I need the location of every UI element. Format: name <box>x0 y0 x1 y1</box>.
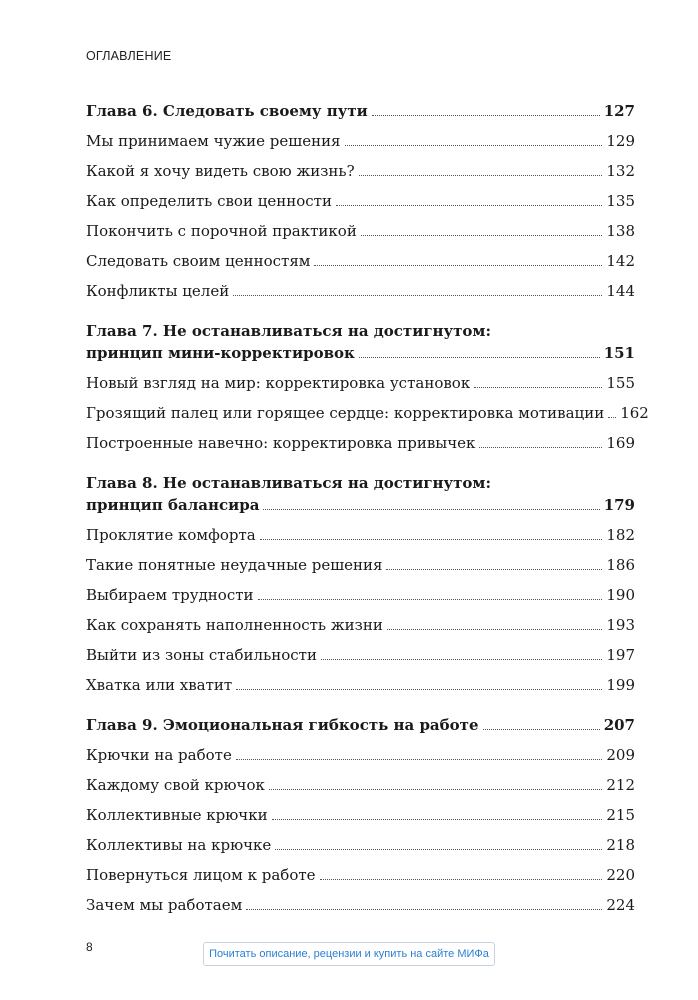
section-title: Крючки на работе <box>86 746 232 764</box>
section-entry[interactable] <box>86 212 635 242</box>
dot-leader <box>246 909 602 910</box>
section-title: Коллективные крючки <box>86 806 268 824</box>
section-entry[interactable] <box>86 546 635 576</box>
chapter-title: принцип мини-корректировок <box>86 344 355 362</box>
section-page: 155 <box>606 374 635 392</box>
section-title: Каждому свой крючок <box>86 776 265 794</box>
dot-leader <box>474 387 602 388</box>
section-entry[interactable] <box>86 636 635 666</box>
section-page: 224 <box>606 896 635 914</box>
section-title: Такие понятные неудачные решения <box>86 556 383 574</box>
section-page: 212 <box>606 776 635 794</box>
section-title: Покончить с порочной практикой <box>86 222 357 240</box>
chapter-title-line1: Глава 7. Не останавливаться на достигнутом: <box>86 322 491 340</box>
section-title: Следовать своим ценностям <box>86 252 311 270</box>
section-page: 218 <box>606 836 635 854</box>
section-page: 190 <box>606 586 635 604</box>
section-entry[interactable] <box>86 826 635 856</box>
section-entry[interactable] <box>86 272 635 302</box>
section-entry[interactable] <box>86 394 649 424</box>
chapter-title: принцип балансира <box>86 496 260 514</box>
section-page: 193 <box>606 616 635 634</box>
dot-leader <box>275 849 602 850</box>
section-entry[interactable] <box>86 666 635 696</box>
section-page: 162 <box>620 404 649 422</box>
dot-leader <box>236 759 603 760</box>
dot-leader <box>479 447 602 448</box>
promo-link[interactable]: Почитать описание, рецензии и купить на сайте МИФа <box>203 942 495 966</box>
section-title: Повернуться лицом к работе <box>86 866 316 884</box>
chapter-entry[interactable] <box>86 706 635 736</box>
section-entry[interactable] <box>86 152 635 182</box>
dot-leader <box>314 265 602 266</box>
chapter-9 <box>86 706 635 916</box>
dot-leader <box>320 879 603 880</box>
section-entry[interactable] <box>86 766 635 796</box>
dot-leader <box>359 175 603 176</box>
section-entry[interactable] <box>86 886 635 916</box>
section-title: Выйти из зоны стабильности <box>86 646 317 664</box>
chapter-title-line1: Глава 8. Не останавливаться на достигнутом: <box>86 474 491 492</box>
section-page: 199 <box>606 676 635 694</box>
section-page: 169 <box>606 434 635 452</box>
chapter-page: 151 <box>603 344 635 362</box>
dot-leader <box>263 509 599 510</box>
section-page: 186 <box>606 556 635 574</box>
dot-leader <box>359 357 600 358</box>
section-page: 215 <box>606 806 635 824</box>
section-page: 197 <box>606 646 635 664</box>
dot-leader <box>483 729 600 730</box>
section-entry[interactable] <box>86 856 635 886</box>
section-entry[interactable] <box>86 182 635 212</box>
section-title: Хватка или хватит <box>86 676 233 694</box>
section-page: 142 <box>606 252 635 270</box>
section-title: Конфликты целей <box>86 282 230 300</box>
section-title: Какой я хочу видеть свою жизнь? <box>86 162 355 180</box>
section-entry[interactable] <box>86 424 635 454</box>
section-title: Коллективы на крючке <box>86 836 272 854</box>
dot-leader <box>345 145 603 146</box>
dot-leader <box>321 659 602 660</box>
section-entry[interactable] <box>86 516 635 546</box>
section-title: Мы принимаем чужие решения <box>86 132 341 150</box>
dot-leader <box>608 417 616 418</box>
section-title: Новый взгляд на мир: корректировка установок <box>86 374 471 392</box>
dot-leader <box>272 819 603 820</box>
toc-header: ОГЛАВЛЕНИЕ <box>86 49 172 63</box>
dot-leader <box>372 115 600 116</box>
chapter-title: Глава 6. Следовать своему пути <box>86 102 368 120</box>
chapter-entry[interactable] <box>86 494 635 516</box>
chapter-page: 179 <box>603 496 635 514</box>
section-entry[interactable] <box>86 736 635 766</box>
chapter-7 <box>86 320 649 454</box>
section-page: 220 <box>606 866 635 884</box>
dot-leader <box>260 539 603 540</box>
page-number: 8 <box>86 940 93 954</box>
section-title: Построенные навечно: корректировка привычек <box>86 434 476 452</box>
section-page: 209 <box>606 746 635 764</box>
section-title: Как сохранять наполненность жизни <box>86 616 383 634</box>
section-title: Грозящий палец или горящее сердце: корректировка мотивации <box>86 404 605 422</box>
section-entry[interactable] <box>86 606 635 636</box>
chapter-title: Глава 9. Эмоциональная гибкость на работе <box>86 716 479 734</box>
section-entry[interactable] <box>86 364 635 394</box>
chapter-8 <box>86 472 635 696</box>
chapter-entry[interactable] <box>86 342 635 364</box>
section-title: Зачем мы работаем <box>86 896 243 914</box>
section-page: 182 <box>606 526 635 544</box>
dot-leader <box>269 789 602 790</box>
section-page: 132 <box>606 162 635 180</box>
section-entry[interactable] <box>86 796 635 826</box>
dot-leader <box>236 689 602 690</box>
section-title: Проклятие комфорта <box>86 526 256 544</box>
dot-leader <box>233 295 602 296</box>
section-entry[interactable] <box>86 122 635 152</box>
section-title: Как определить свои ценности <box>86 192 332 210</box>
section-page: 144 <box>606 282 635 300</box>
chapter-entry[interactable] <box>86 92 635 122</box>
section-page: 129 <box>606 132 635 150</box>
dot-leader <box>386 569 602 570</box>
section-title: Выбираем трудности <box>86 586 254 604</box>
table-of-contents <box>86 92 649 916</box>
dot-leader <box>387 629 603 630</box>
section-entry[interactable] <box>86 242 635 272</box>
section-entry[interactable] <box>86 576 635 606</box>
chapter-page: 127 <box>603 102 635 120</box>
dot-leader <box>361 235 603 236</box>
dot-leader <box>258 599 603 600</box>
chapter-6 <box>86 92 635 302</box>
section-page: 138 <box>606 222 635 240</box>
chapter-page: 207 <box>603 716 635 734</box>
section-page: 135 <box>606 192 635 210</box>
dot-leader <box>336 205 602 206</box>
